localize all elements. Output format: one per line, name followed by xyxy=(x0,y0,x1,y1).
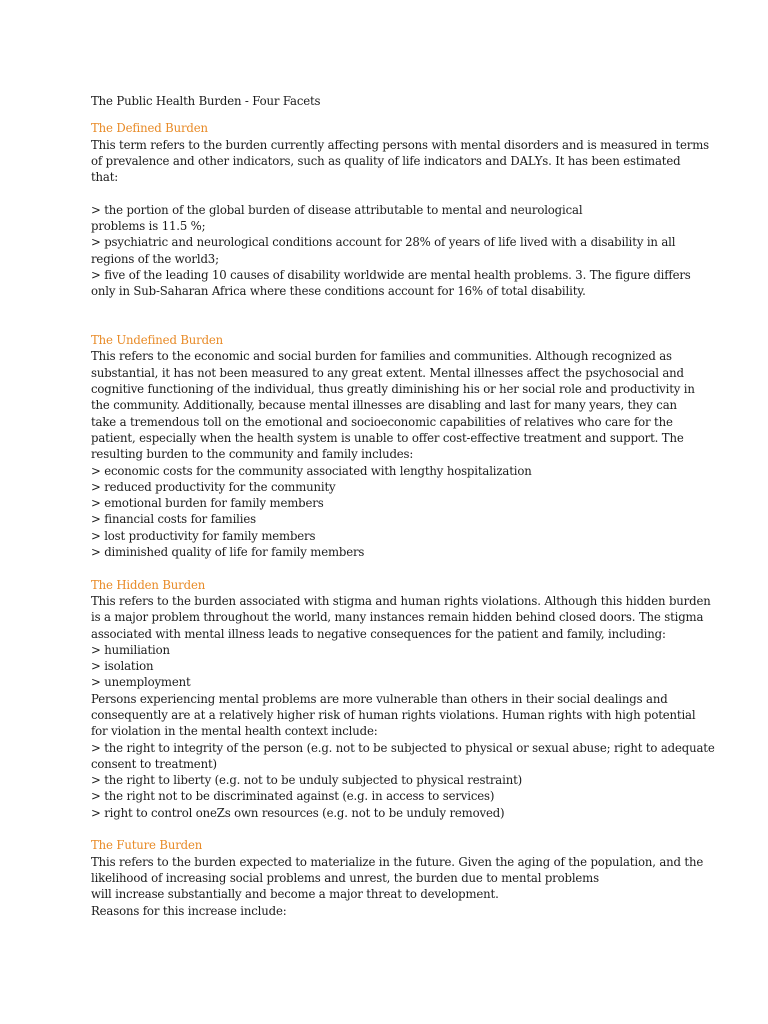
list-item: > unemployment xyxy=(91,675,191,690)
section-heading: The Hidden Burden xyxy=(91,577,206,592)
section-heading: The Future Burden xyxy=(91,838,203,853)
list-item: > economic costs for the community associated with lengthy hospitalization xyxy=(91,463,532,478)
spacer xyxy=(91,109,681,120)
paragraph-line: likelihood of increasing social problems and unrest, the burden due to mental problems xyxy=(91,870,599,885)
list-item: > right to control oneZs own resources (e.g. not to be unduly removed) xyxy=(91,805,505,820)
list-item: > humiliation xyxy=(91,642,170,657)
paragraph-line: that: xyxy=(91,170,119,185)
paragraph-line: consequently are at a relatively higher risk of human rights violations. Human rights with high potential xyxy=(91,707,696,722)
list-item: > reduced productivity for the community xyxy=(91,479,336,494)
document-body xyxy=(91,93,715,919)
section-hidden-burden xyxy=(91,577,715,821)
section-undefined-burden xyxy=(91,332,695,560)
document-title: The Public Health Burden - Four Facets xyxy=(91,94,321,108)
list-item: > diminished quality of life for family members xyxy=(91,545,365,560)
spacer xyxy=(91,560,681,576)
spacer xyxy=(91,300,681,333)
list-item: > isolation xyxy=(91,659,154,674)
section-defined-burden xyxy=(91,120,710,299)
paragraph-line: for violation in the mental health context include: xyxy=(91,724,378,739)
paragraph-line: cognitive functioning of the individual, thus greatly diminishing his or her social role and productivity in xyxy=(91,382,695,397)
list-item: regions of the world3; xyxy=(91,251,219,266)
paragraph-line: of prevalence and other indicators, such as quality of life indicators and DALYs. It has been estimated xyxy=(91,153,681,168)
list-item: > psychiatric and neurological conditions account for 28% of years of life lived with a disability in all xyxy=(91,235,676,250)
paragraph-line: Persons experiencing mental problems are more vulnerable than others in their social dealings and xyxy=(91,691,668,706)
paragraph-line: is a major problem throughout the world, many instances remain hidden behind closed doors. The stigma xyxy=(91,610,704,625)
paragraph-line: This refers to the burden expected to materialize in the future. Given the aging of the population, and the xyxy=(91,854,704,869)
list-item: > the right to integrity of the person (e.g. not to be subjected to physical or sexual abuse; right to adequate xyxy=(91,740,715,755)
list-item: only in Sub-Saharan Africa where these conditions account for 16% of total disability. xyxy=(91,284,586,299)
list-item: > emotional burden for family members xyxy=(91,496,324,511)
list-item: consent to treatment) xyxy=(91,756,217,771)
paragraph-line: patient, especially when the health system is unable to offer cost-effective treatment and support. The xyxy=(91,430,684,445)
paragraph-line: This refers to the economic and social burden for families and communities. Although recognized as xyxy=(91,349,672,364)
paragraph-line: take a tremendous toll on the emotional and socioeconomic capabilities of relatives who care for the xyxy=(91,414,673,429)
paragraph-line: associated with mental illness leads to negative consequences for the patient and family, including: xyxy=(91,626,666,641)
list-item: > lost productivity for family members xyxy=(91,528,316,543)
list-item: > the portion of the global burden of disease attributable to mental and neurological xyxy=(91,202,583,217)
section-future-burden xyxy=(91,837,704,918)
list-item: > five of the leading 10 causes of disability worldwide are mental health problems. 3. The figure differs xyxy=(91,267,691,282)
list-item: > the right to liberty (e.g. not to be unduly subjected to physical restraint) xyxy=(91,773,523,788)
section-heading: The Defined Burden xyxy=(91,121,208,136)
paragraph-line: will increase substantially and become a major threat to development. xyxy=(91,887,499,902)
list-item: problems is 11.5 %; xyxy=(91,219,206,234)
blank-line xyxy=(91,185,681,201)
paragraph-line: This refers to the burden associated with stigma and human rights violations. Although this hidden burden xyxy=(91,593,711,608)
paragraph-line: the community. Additionally, because mental illnesses are disabling and last for many years, they can xyxy=(91,398,677,413)
paragraph-line: resulting burden to the community and family includes: xyxy=(91,447,414,462)
spacer xyxy=(91,821,681,837)
paragraph-line: substantial, it has not been measured to any great extent. Mental illnesses affect the psychosocial and xyxy=(91,365,684,380)
paragraph-line: Reasons for this increase include: xyxy=(91,903,287,918)
list-item: > the right not to be discriminated against (e.g. in access to services) xyxy=(91,789,495,804)
section-heading: The Undefined Burden xyxy=(91,333,224,348)
paragraph-line: This term refers to the burden currently affecting persons with mental disorders and is measured in terms xyxy=(91,137,710,152)
list-item: > financial costs for families xyxy=(91,512,256,527)
